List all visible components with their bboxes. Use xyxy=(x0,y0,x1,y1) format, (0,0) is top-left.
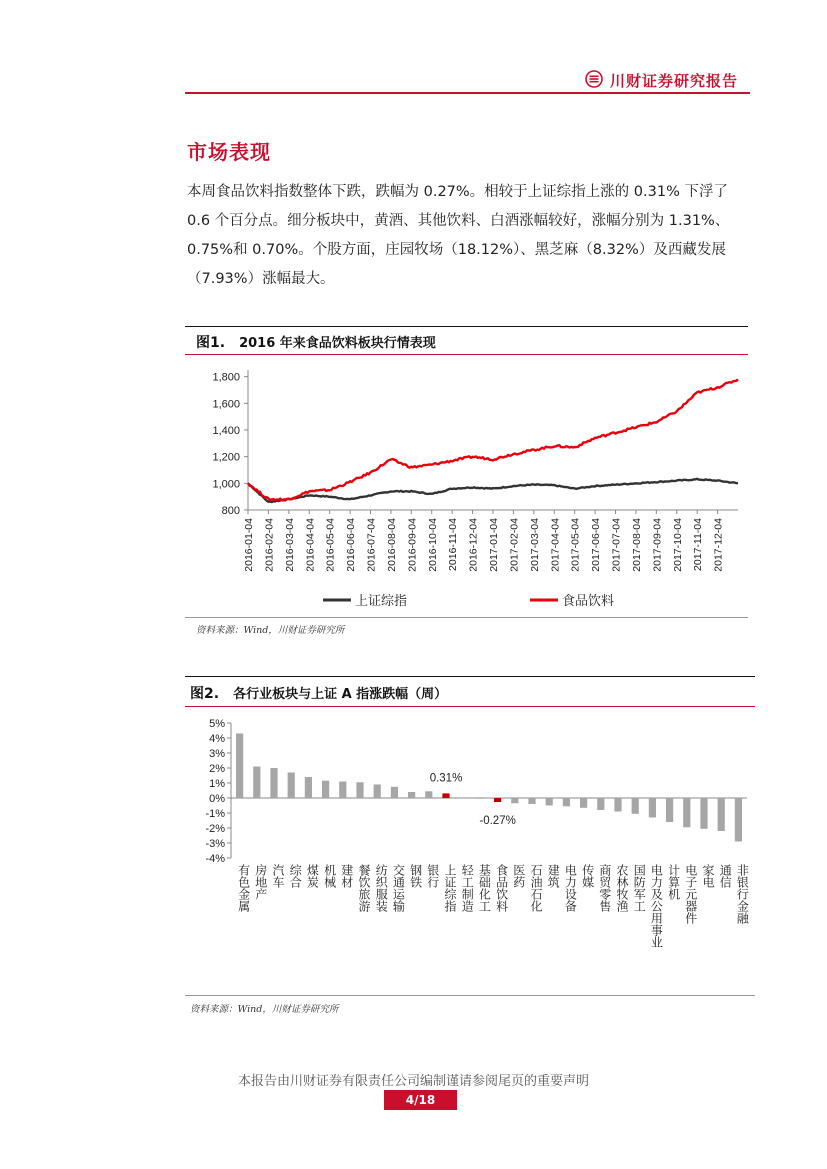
y-tick-label: 2% xyxy=(209,763,225,775)
category-label: 机械 xyxy=(322,864,337,888)
bar-2 xyxy=(270,768,277,798)
x-tick-label: 2017-09-04 xyxy=(651,518,664,572)
y-tick-label: 800 xyxy=(221,505,240,517)
bar-5 xyxy=(322,781,329,798)
figure1-mid-rule xyxy=(185,354,748,355)
bar-15 xyxy=(494,798,501,802)
y-tick-label: -3% xyxy=(205,838,225,850)
bar-25 xyxy=(666,798,673,822)
x-tick-label: 2016-10-04 xyxy=(426,518,439,572)
figure1-source: 资料来源：Wind，川财证券研究所 xyxy=(196,625,345,636)
category-label: 钢铁 xyxy=(408,864,423,888)
bar-26 xyxy=(683,798,690,827)
bar-12 xyxy=(442,793,449,798)
bar-3 xyxy=(288,773,295,799)
figure2-caption xyxy=(190,683,447,703)
category-label: 交通运输 xyxy=(391,864,406,912)
x-tick-label: 2017-02-04 xyxy=(508,518,521,572)
bar-9 xyxy=(391,787,398,798)
bar-13 xyxy=(460,797,467,798)
category-label: 电力设备 xyxy=(563,864,578,912)
bar-4 xyxy=(305,777,312,798)
brand-logo-icon xyxy=(585,70,603,88)
y-tick-label: -1% xyxy=(205,808,225,820)
x-tick-label: 2016-01-04 xyxy=(243,518,255,572)
category-label: 国防军工 xyxy=(632,864,647,912)
y-tick-label: 1,200 xyxy=(212,451,240,464)
bar-24 xyxy=(649,798,656,818)
x-tick-label: 2016-03-04 xyxy=(283,518,296,572)
bar-6 xyxy=(339,782,346,799)
category-label: 综合 xyxy=(288,864,303,888)
bar-data-label: -0.27% xyxy=(479,815,516,828)
bar-17 xyxy=(528,798,535,804)
footer-disclaimer: 本报告由川财证券有限责任公司编制谨请参阅尾页的重要声明 xyxy=(237,1074,589,1089)
category-label: 电力及公用事业 xyxy=(649,864,664,948)
bar-19 xyxy=(563,798,570,806)
bar-chart xyxy=(185,708,755,993)
x-tick-label: 2016-02-04 xyxy=(263,518,276,572)
category-label: 基础化工 xyxy=(477,864,492,912)
header-divider xyxy=(185,92,750,94)
bar-0 xyxy=(236,734,243,799)
figure1-bottom-rule xyxy=(185,617,748,618)
figure2-top-rule xyxy=(185,676,755,677)
x-tick-label: 2017-03-04 xyxy=(528,518,541,572)
figure2-mid-rule xyxy=(185,706,755,707)
category-label: 上证综指 xyxy=(443,864,457,912)
y-tick-label: 1,000 xyxy=(212,478,240,491)
category-label: 房地产 xyxy=(253,864,268,900)
category-label: 轻工制造 xyxy=(460,864,475,912)
x-tick-label: 2017-12-04 xyxy=(712,518,725,572)
figure1-number: 图1. xyxy=(196,335,226,351)
category-label: 银行 xyxy=(425,864,440,888)
body-paragraph: 本周食品饮料指数整体下跌，跌幅为 0.27%。相较于上证综指上涨的 0.31% 下浮了 0.6 个百分点。细分板块中，黄酒、其他饮料、白酒涨幅较好，涨幅分别为 1.31%、0.75%和 0.70%。个股方面，庄园牧场（18.12%）、黑芝麻（8.32%）及西藏发展（7.93%）涨幅最大。 xyxy=(187,184,730,287)
figure2-title: 各行业板块与上证 A 指涨跌幅（周） xyxy=(233,687,448,702)
figure1-title: 2016 年来食品饮料板块行情表现 xyxy=(239,336,436,351)
x-tick-label: 2016-11-04 xyxy=(447,518,460,571)
y-tick-label: 3% xyxy=(209,748,225,760)
y-tick-label: 1,400 xyxy=(212,425,240,437)
category-label: 商贸零售 xyxy=(597,864,612,912)
category-label: 非银行金融 xyxy=(735,864,750,924)
x-tick-label: 2017-11-04 xyxy=(692,518,705,571)
x-tick-label: 2016-12-04 xyxy=(467,518,480,572)
section-title: 市场表现 xyxy=(187,140,271,164)
bar-14 xyxy=(477,798,484,799)
bar-data-label: 0.31% xyxy=(429,772,463,785)
y-tick-label: -4% xyxy=(205,853,225,865)
figure2-number: 图2. xyxy=(190,686,220,702)
x-tick-label: 2017-06-04 xyxy=(590,518,603,572)
bar-10 xyxy=(408,792,415,798)
category-label: 计算机 xyxy=(666,864,681,900)
category-label: 餐饮旅游 xyxy=(357,864,371,912)
line-chart xyxy=(185,356,748,616)
header-brand: 川财证券研究报告 xyxy=(610,72,739,90)
x-tick-label: 2017-08-04 xyxy=(630,518,643,572)
category-label: 建材 xyxy=(339,864,354,888)
category-label: 煤炭 xyxy=(305,864,320,888)
category-label: 通信 xyxy=(718,864,733,888)
legend-label: 食品饮料 xyxy=(562,593,615,608)
x-tick-label: 2016-04-04 xyxy=(304,518,317,572)
x-tick-label: 2017-05-04 xyxy=(569,518,582,572)
bar-28 xyxy=(718,798,725,831)
figure1-top-rule xyxy=(185,326,748,327)
x-tick-label: 2017-07-04 xyxy=(610,518,623,572)
bar-18 xyxy=(546,798,553,806)
bar-20 xyxy=(580,798,587,808)
bar-16 xyxy=(511,798,518,803)
x-tick-label: 2016-06-04 xyxy=(345,518,358,572)
bar-27 xyxy=(700,798,707,829)
y-tick-label: -2% xyxy=(205,823,225,835)
y-tick-label: 1,800 xyxy=(212,371,240,384)
bar-21 xyxy=(597,798,604,810)
x-tick-label: 2017-01-04 xyxy=(488,518,500,572)
category-label: 汽车 xyxy=(271,864,285,888)
category-label: 传媒 xyxy=(580,864,595,888)
category-label: 建筑 xyxy=(546,864,561,888)
y-tick-label: 1% xyxy=(209,778,225,790)
y-tick-label: 5% xyxy=(209,718,225,730)
category-label: 家电 xyxy=(701,864,715,888)
bar-7 xyxy=(356,782,363,798)
y-tick-label: 1,600 xyxy=(212,398,240,411)
x-tick-label: 2016-08-04 xyxy=(385,518,398,572)
category-label: 纺织服装 xyxy=(374,864,389,912)
bar-22 xyxy=(614,798,621,812)
bar-1 xyxy=(253,767,260,799)
category-label: 医药 xyxy=(511,864,526,888)
bar-11 xyxy=(425,791,432,798)
category-label: 石油石化 xyxy=(529,864,543,912)
x-tick-label: 2016-05-04 xyxy=(324,518,337,572)
category-label: 食品饮料 xyxy=(494,864,509,912)
page-number: 4/18 xyxy=(384,1090,457,1110)
x-tick-label: 2016-07-04 xyxy=(365,518,378,572)
y-tick-label: 0% xyxy=(209,793,225,805)
bar-29 xyxy=(735,798,742,842)
x-tick-label: 2017-04-04 xyxy=(549,518,562,572)
figure1-caption xyxy=(196,332,436,352)
category-label: 农林牧渔 xyxy=(615,864,629,912)
figure2-source: 资料来源：Wind，川财证券研究所 xyxy=(190,1004,339,1015)
category-label: 电子元器件 xyxy=(683,864,698,924)
y-tick-label: 4% xyxy=(209,733,225,745)
category-label: 有色金属 xyxy=(236,864,251,912)
bar-8 xyxy=(374,785,381,799)
legend-label: 上证综指 xyxy=(355,593,408,608)
figure2-bottom-rule xyxy=(185,995,755,996)
x-tick-label: 2017-10-04 xyxy=(671,518,684,572)
bar-23 xyxy=(632,798,639,814)
x-tick-label: 2016-09-04 xyxy=(406,518,419,572)
